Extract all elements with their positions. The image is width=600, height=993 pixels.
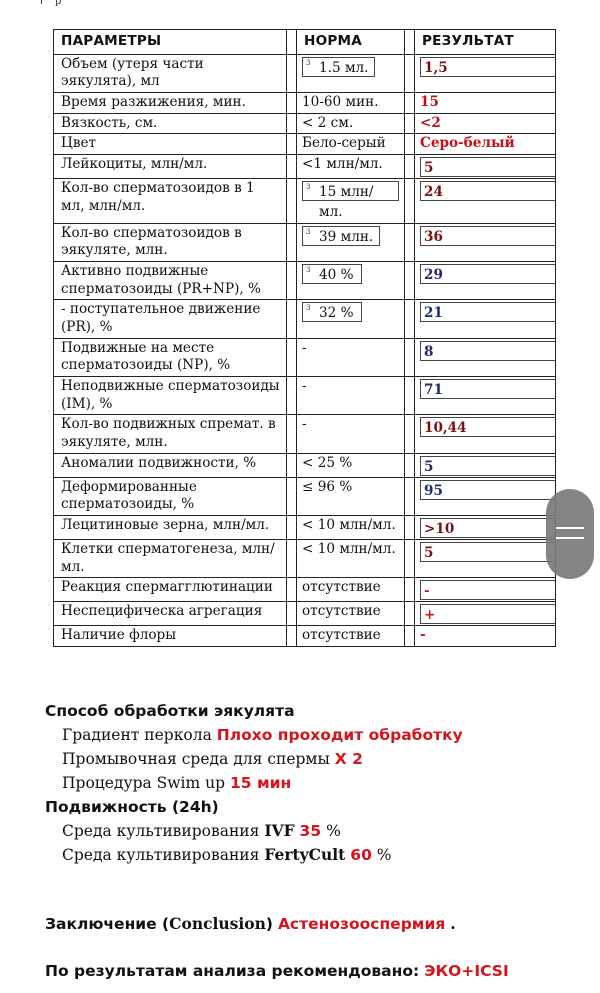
- ivf-value: 35: [299, 822, 322, 840]
- column-gap: [287, 477, 297, 515]
- fertycult-label: Среда культивирования: [62, 846, 260, 864]
- column-gap: [405, 338, 415, 376]
- norm-value: [302, 57, 375, 77]
- results-table: [53, 29, 556, 647]
- result-cell: [415, 453, 556, 477]
- column-header-norm: НОРМА: [297, 30, 405, 55]
- norm-text: 15 млн/мл.: [319, 184, 374, 221]
- norm-text: 10-60 мин.: [302, 94, 379, 111]
- column-gap: [287, 155, 297, 179]
- column-gap: [287, 453, 297, 477]
- norm-cell: [297, 338, 405, 376]
- table-row: [54, 262, 556, 300]
- result-value: 71: [420, 379, 556, 399]
- grip-line-icon: [556, 537, 584, 539]
- result-cell: [415, 223, 556, 261]
- norm-text: 40 %: [319, 267, 354, 284]
- result-cell: [415, 477, 556, 515]
- result-value: 5: [420, 456, 556, 476]
- result-cell: [415, 300, 556, 338]
- result-value: +: [420, 604, 556, 624]
- norm-text: < 25 %: [302, 454, 353, 471]
- wash-label: Промывочная среда для спермы: [62, 750, 330, 768]
- column-gap: [405, 155, 415, 179]
- result-cell: [415, 155, 556, 179]
- table-row: [54, 338, 556, 376]
- column-gap: [287, 300, 297, 338]
- norm-text: < 10 млн/мл.: [302, 517, 396, 534]
- result-cell: [415, 134, 556, 155]
- result-cell: [415, 516, 556, 540]
- processing-title: Способ обработки эякулята: [45, 702, 295, 720]
- cropped-text: p: [55, 0, 62, 7]
- table-row: [54, 93, 556, 114]
- result-cell: [415, 338, 556, 376]
- wash-value: Х 2: [334, 750, 363, 768]
- table-row: [54, 540, 556, 578]
- table-row: [54, 113, 556, 134]
- parameter-cell: - поступательное движение (PR), %: [54, 300, 287, 338]
- motility-title: Подвижность (24h): [45, 798, 219, 816]
- column-gap: [405, 179, 415, 224]
- table-row: [54, 477, 556, 515]
- column-gap: [405, 134, 415, 155]
- result-value: 5: [420, 542, 556, 562]
- table-row: [54, 626, 556, 647]
- ivf-name: IVF: [264, 821, 295, 840]
- result-value: 15: [420, 94, 439, 111]
- ivf-label: Среда культивирования: [62, 822, 260, 840]
- norm-value: [302, 226, 380, 246]
- result-value: 1,5: [420, 57, 556, 77]
- result-value: <2: [420, 114, 441, 131]
- norm-cell: [297, 453, 405, 477]
- fertycult-unit: %: [376, 846, 392, 864]
- table-row: [54, 155, 556, 179]
- column-gap: [405, 262, 415, 300]
- column-gap: [287, 626, 297, 647]
- norm-cell: [297, 134, 405, 155]
- result-value: 10,44: [420, 417, 556, 437]
- result-cell: [415, 626, 556, 647]
- result-value: 24: [420, 181, 556, 201]
- parameter-cell: Объем (утеря части эякулята), мл: [54, 54, 287, 92]
- norm-text: -: [302, 378, 307, 395]
- parameter-cell: Вязкость, см.: [54, 113, 287, 134]
- norm-cell: [297, 113, 405, 134]
- column-gap: [287, 516, 297, 540]
- recommendation-value: ЭКО+ICSI: [424, 962, 509, 980]
- norm-cell: [297, 377, 405, 415]
- page-edge-mark: [41, 0, 42, 4]
- result-value: 8: [420, 341, 556, 361]
- column-gap: [405, 113, 415, 134]
- norm-cell: [297, 223, 405, 261]
- recommendation-line: [0, 959, 600, 983]
- conclusion-line: [0, 912, 600, 936]
- column-gap: [287, 54, 297, 92]
- norm-value: [302, 181, 399, 221]
- conclusion-tail: .: [450, 914, 456, 933]
- column-gap: [287, 602, 297, 626]
- conclusion-label-close: ): [265, 915, 273, 933]
- column-gap: [405, 540, 415, 578]
- norm-cell: [297, 155, 405, 179]
- table-row: [54, 134, 556, 155]
- column-gap: [287, 540, 297, 578]
- result-cell: [415, 602, 556, 626]
- processing-section: [0, 699, 600, 867]
- ivf-unit: %: [326, 822, 341, 840]
- fertycult-name: FertyCult: [264, 845, 346, 864]
- norm-cell: [297, 540, 405, 578]
- norm-cell: [297, 262, 405, 300]
- result-value: 29: [420, 264, 556, 284]
- norm-text: < 10 млн/мл.: [302, 541, 396, 558]
- parameter-cell: Неспецифическа агрегация: [54, 602, 287, 626]
- conclusion-label-en: Conclusion: [169, 914, 266, 933]
- result-value: Серо-белый: [420, 135, 515, 152]
- column-gap: [287, 30, 297, 55]
- column-gap: [287, 223, 297, 261]
- result-cell: [415, 578, 556, 602]
- result-cell: [415, 113, 556, 134]
- column-gap: [287, 134, 297, 155]
- norm-superscript: 3: [306, 58, 311, 67]
- table-row: [54, 453, 556, 477]
- column-gap: [287, 113, 297, 134]
- parameter-cell: Неподвижные сперматозоиды (IM), %: [54, 377, 287, 415]
- column-gap: [287, 377, 297, 415]
- norm-cell: [297, 179, 405, 224]
- norm-text: 39 млн.: [319, 228, 374, 245]
- column-gap: [405, 415, 415, 453]
- wash-line: [0, 747, 600, 771]
- parameter-cell: Кол-во сперматозоидов в эякуляте, млн.: [54, 223, 287, 261]
- result-value: 5: [420, 157, 556, 177]
- norm-cell: [297, 415, 405, 453]
- fertycult-value: 60: [350, 846, 372, 864]
- result-cell: [415, 93, 556, 114]
- norm-cell: [297, 602, 405, 626]
- parameter-cell: Клетки сперматогенеза, млн/мл.: [54, 540, 287, 578]
- parameter-cell: Деформированные сперматозоиды, %: [54, 477, 287, 515]
- norm-text: отсутствие: [302, 627, 381, 644]
- gradient-line: [0, 723, 600, 747]
- norm-text: 32 %: [319, 305, 354, 322]
- norm-superscript: 3: [306, 304, 311, 313]
- result-value: 95: [420, 480, 556, 500]
- result-value: >10: [420, 518, 556, 538]
- result-value: 21: [420, 302, 556, 322]
- parameter-cell: Время разжижения, мин.: [54, 93, 287, 114]
- conclusion-value: Астенозооспермия: [277, 915, 446, 933]
- column-gap: [405, 300, 415, 338]
- column-gap: [405, 602, 415, 626]
- norm-cell: [297, 578, 405, 602]
- result-cell: [415, 54, 556, 92]
- norm-text: Бело-серый: [302, 135, 386, 152]
- conclusion-label: Заключение (: [45, 915, 170, 933]
- table-row: [54, 578, 556, 602]
- column-gap: [405, 578, 415, 602]
- column-gap: [405, 516, 415, 540]
- parameter-cell: Кол-во сперматозоидов в 1 мл, млн/мл.: [54, 179, 287, 224]
- column-gap: [287, 262, 297, 300]
- swim-line: [0, 771, 600, 795]
- table-row: [54, 223, 556, 261]
- result-cell: [415, 179, 556, 224]
- result-value: -: [420, 627, 426, 644]
- norm-text: 1.5 мл.: [319, 59, 369, 76]
- norm-cell: [297, 93, 405, 114]
- norm-text: отсутствие: [302, 579, 381, 596]
- column-gap: [405, 626, 415, 647]
- column-gap: [287, 578, 297, 602]
- parameter-cell: Подвижные на месте сперматозоиды (NP), %: [54, 338, 287, 376]
- column-gap: [287, 179, 297, 224]
- parameter-cell: Реакция спермагглютинации: [54, 578, 287, 602]
- norm-text: -: [302, 416, 307, 433]
- column-gap: [405, 453, 415, 477]
- table-row: [54, 300, 556, 338]
- table-row: [54, 516, 556, 540]
- gradient-value: Плохо проходит обработку: [216, 726, 463, 744]
- column-gap: [405, 30, 415, 55]
- grip-line-icon: [556, 527, 584, 529]
- scroll-handle[interactable]: [546, 489, 594, 579]
- gradient-label: Градиент перкола: [62, 726, 212, 744]
- column-gap: [405, 477, 415, 515]
- parameter-cell: Активно подвижные сперматозоиды (PR+NP), %: [54, 262, 287, 300]
- parameter-cell: Цвет: [54, 134, 287, 155]
- norm-superscript: 3: [306, 183, 311, 192]
- parameter-cell: Аномалии подвижности, %: [54, 453, 287, 477]
- column-gap: [287, 415, 297, 453]
- parameter-cell: Наличие флоры: [54, 626, 287, 647]
- column-header-parameters: ПАРАМЕТРЫ: [54, 30, 287, 55]
- table-row: [54, 377, 556, 415]
- column-gap: [405, 377, 415, 415]
- swim-label: Процедура Swim up: [62, 774, 226, 792]
- norm-text: ≤ 96 %: [302, 478, 353, 495]
- column-gap: [287, 93, 297, 114]
- column-header-result: РЕЗУЛЬТАТ: [415, 30, 556, 55]
- table-row: [54, 602, 556, 626]
- norm-cell: [297, 54, 405, 92]
- norm-cell: [297, 477, 405, 515]
- column-gap: [405, 223, 415, 261]
- result-value: -: [420, 580, 556, 600]
- result-cell: [415, 415, 556, 453]
- norm-value: [302, 264, 362, 284]
- swim-value: 15 мин: [229, 774, 292, 792]
- result-cell: [415, 540, 556, 578]
- norm-text: отсутствие: [302, 603, 381, 620]
- table-row: [54, 179, 556, 224]
- norm-cell: [297, 300, 405, 338]
- norm-superscript: 3: [306, 227, 311, 236]
- result-value: 36: [420, 226, 556, 246]
- fertycult-line: [0, 843, 600, 867]
- norm-superscript: 3: [306, 266, 311, 275]
- result-cell: [415, 377, 556, 415]
- norm-text: < 2 см.: [302, 114, 354, 131]
- recommendation-label: По результатам анализа рекомендовано:: [45, 962, 420, 980]
- column-gap: [405, 93, 415, 114]
- norm-text: <1 млн/мл.: [302, 156, 383, 173]
- table-row: [54, 415, 556, 453]
- table-row: [54, 54, 556, 92]
- result-cell: [415, 262, 556, 300]
- norm-value: [302, 302, 362, 322]
- norm-cell: [297, 626, 405, 647]
- parameter-cell: Лецитиновые зерна, млн/мл.: [54, 516, 287, 540]
- column-gap: [287, 338, 297, 376]
- table-header-row: [54, 30, 556, 55]
- ivf-line: [0, 819, 600, 843]
- parameter-cell: Кол-во подвижных спремат. в эякуляте, млн.: [54, 415, 287, 453]
- norm-text: -: [302, 339, 307, 356]
- column-gap: [405, 54, 415, 92]
- norm-cell: [297, 516, 405, 540]
- parameter-cell: Лейкоциты, млн/мл.: [54, 155, 287, 179]
